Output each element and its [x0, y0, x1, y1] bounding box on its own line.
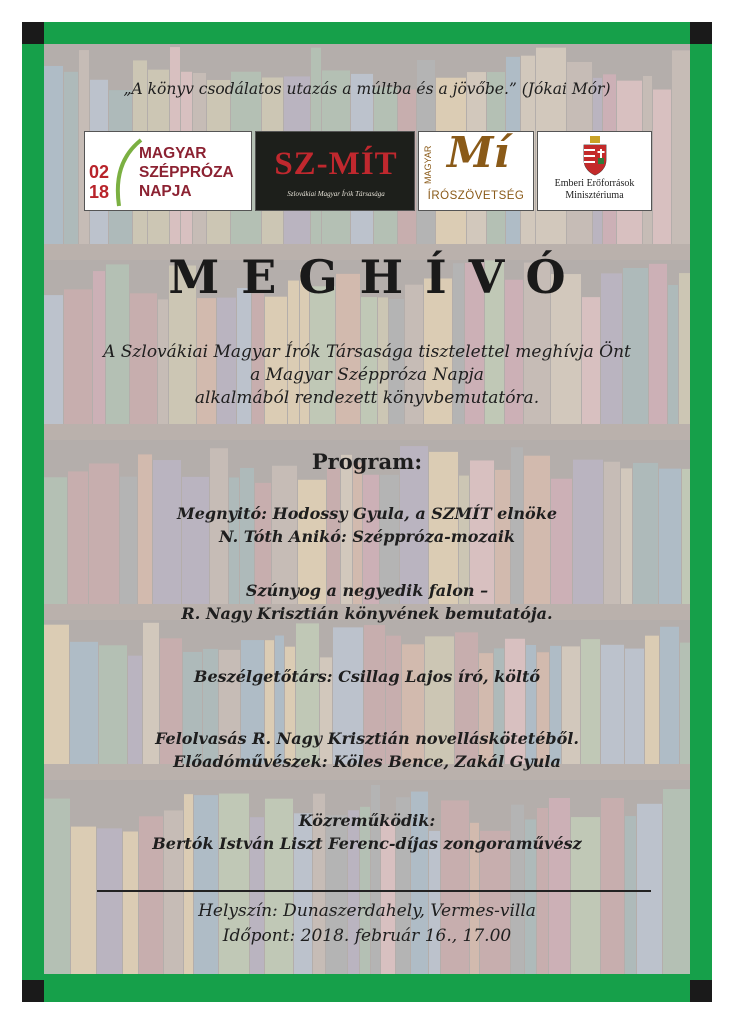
program-item: Beszélgetőtárs: Csillag Lajos író, költő [193, 667, 541, 686]
corner-bottom-right [690, 980, 712, 1002]
emmi-logo [537, 131, 652, 211]
invitation-poster [44, 44, 690, 974]
corner-top-right [690, 22, 712, 44]
emmi-logo-text [538, 178, 651, 202]
szmit-logo-name: SZ-MÍT [274, 146, 398, 182]
emmi-line-2: Minisztériuma [565, 190, 624, 201]
event-details [44, 899, 690, 949]
szepproza-napja-logo [84, 131, 252, 211]
program-item: Megnyitó: Hodossy Gyula, a SZMÍT elnöke [176, 504, 557, 523]
program-item: Közreműködik: [298, 811, 436, 830]
divider [97, 890, 651, 892]
mi-logo-mark: Mí [447, 131, 510, 177]
sponsor-logos [84, 131, 652, 213]
logo-bottom-text: ÍRÓSZÖVETSÉG [427, 190, 525, 202]
intro-line-3: alkalmából rendezett könyvbemutatóra. [194, 388, 540, 408]
logo-date-month: 02 [89, 162, 110, 182]
page-title: MEGHÍVÓ [168, 250, 588, 304]
logo-side-label: MAGYAR [423, 145, 433, 184]
logo-date [89, 162, 109, 202]
program-item: Felolvasás R. Nagy Krisztián novelláskötetéből. [155, 729, 579, 748]
logo-line-3: NAPJA [139, 183, 192, 200]
logo-line-2: SZÉPPRÓZA [139, 164, 234, 181]
event-time: Időpont: 2018. február 16., 17.00 [222, 926, 512, 946]
intro-line-2: a Magyar Széppróza Napja [250, 365, 484, 385]
jokai-quote: „A könyv csodálatos utazás a múltba és a jövőbe.” (Jókai Mór) [123, 80, 611, 98]
program-item: N. Tóth Anikó: Széppróza-mozaik [218, 527, 516, 546]
hungarian-coat-of-arms-icon [581, 136, 609, 176]
poster-content [44, 44, 690, 974]
corner-top-left-overlay [22, 22, 44, 44]
invitation-intro [44, 341, 690, 410]
szmit-logo-subtitle: Szlovákiai Magyar Írók Társasága [287, 190, 385, 198]
logo-date-day: 18 [89, 182, 110, 202]
irószovetseg-logo [418, 131, 534, 211]
corner-bottom-left [22, 980, 44, 1002]
szmit-logo [255, 131, 415, 211]
logo-text [139, 144, 234, 201]
emmi-line-1: Emberi Erőforrások [554, 178, 635, 189]
intro-line-1: A Szlovákiai Magyar Írók Társasága tisztelettel meghívja Önt [103, 342, 631, 362]
program-item: R. Nagy Krisztián könyvének bemutatója. [181, 604, 553, 623]
logo-side-text [421, 138, 441, 184]
program-item: Előadóművészek: Köles Bence, Zakál Gyula [173, 752, 561, 771]
logo-line-1: MAGYAR [139, 145, 207, 162]
program-item: Szúnyog a negyedik falon – [245, 581, 489, 600]
program-item: Bertók István Liszt Ferenc-díjas zongoraművész [152, 834, 582, 853]
event-location: Helyszín: Dunaszerdahely, Vermes-villa [198, 901, 536, 921]
program-heading: Program: [311, 449, 423, 474]
